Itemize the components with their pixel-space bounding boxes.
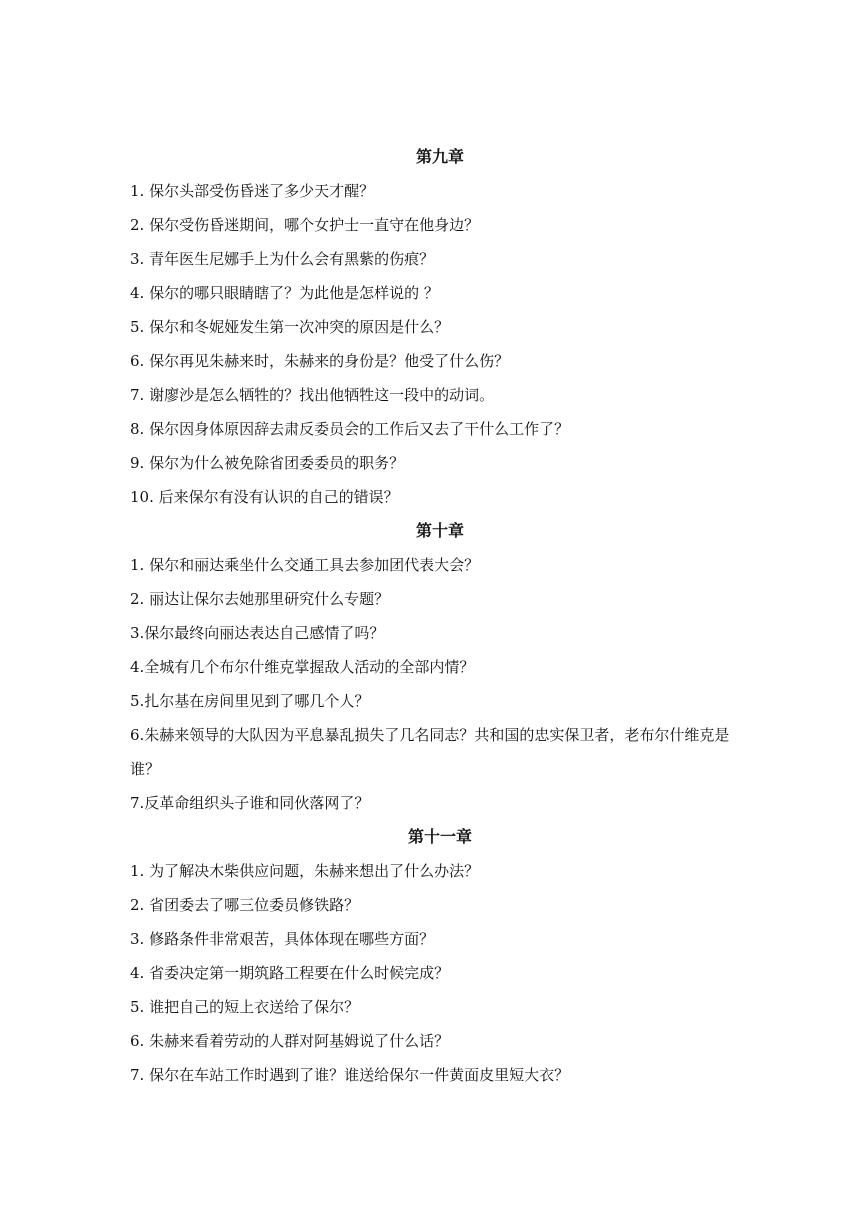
question-item: 2. 丽达让保尔去她那里研究什么专题？ [130, 590, 390, 608]
question-item: 1. 保尔头部受伤昏迷了多少天才醒？ [130, 182, 375, 200]
question-item: 6. 保尔再见朱赫来时，朱赫来的身份是？他受了什么伤？ [130, 352, 510, 370]
chapter-title: 第十章 [415, 521, 464, 540]
chapter-9 [130, 140, 750, 514]
question-item: 7. 谢廖沙是怎么牺牲的？找出他牺牲这一段中的动词。 [130, 386, 495, 404]
question-item: 6. 朱赫来看着劳动的人群对阿基姆说了什么话？ [130, 1032, 450, 1050]
document-content [130, 140, 750, 1092]
question-item: 2. 省团委去了哪三位委员修铁路？ [130, 896, 360, 914]
question-item: 10. 后来保尔有没有认识的自己的错误？ [130, 488, 399, 506]
question-item: 1. 保尔和丽达乘坐什么交通工具去参加团代表大会？ [130, 556, 480, 574]
question-item: 4. 保尔的哪只眼睛瞎了？为此他是怎样说的 ？ [130, 284, 439, 302]
question-item: 5. 谁把自己的短上衣送给了保尔？ [130, 998, 360, 1016]
question-item: 4.全城有几个布尔什维克掌握敌人活动的全部内情？ [130, 658, 475, 676]
question-item: 8. 保尔因身体原因辞去肃反委员会的工作后又去了干什么工作了？ [130, 420, 570, 438]
question-item: 7.反革命组织头子谁和同伙落网了？ [130, 794, 370, 812]
chapter-10 [130, 514, 750, 820]
chapter-title: 第十一章 [407, 827, 472, 846]
question-item: 3.保尔最终向丽达表达自己感情了吗？ [130, 624, 385, 642]
question-item: 4. 省委决定第一期筑路工程要在什么时候完成？ [130, 964, 450, 982]
question-item: 5.扎尔基在房间里见到了哪几个人？ [130, 692, 370, 710]
question-item: 7. 保尔在车站工作时遇到了谁？谁送给保尔一件黄面皮里短大衣？ [130, 1066, 570, 1084]
question-item: 6.朱赫来领导的大队因为平息暴乱损失了几名同志？共和国的忠实保卫者，老布尔什维克是谁？ [130, 726, 730, 778]
question-item: 9. 保尔为什么被免除省团委委员的职务？ [130, 454, 405, 472]
chapter-11 [130, 820, 750, 1092]
question-item: 3. 青年医生尼娜手上为什么会有黑紫的伤痕？ [130, 250, 435, 268]
chapter-title: 第九章 [415, 147, 464, 166]
question-item: 2. 保尔受伤昏迷期间，哪个女护士一直守在他身边？ [130, 216, 480, 234]
question-item: 3. 修路条件非常艰苦，具体体现在哪些方面？ [130, 930, 435, 948]
question-item: 5. 保尔和冬妮娅发生第一次冲突的原因是什么？ [130, 318, 450, 336]
question-item: 1. 为了解决木柴供应问题，朱赫来想出了什么办法？ [130, 862, 480, 880]
